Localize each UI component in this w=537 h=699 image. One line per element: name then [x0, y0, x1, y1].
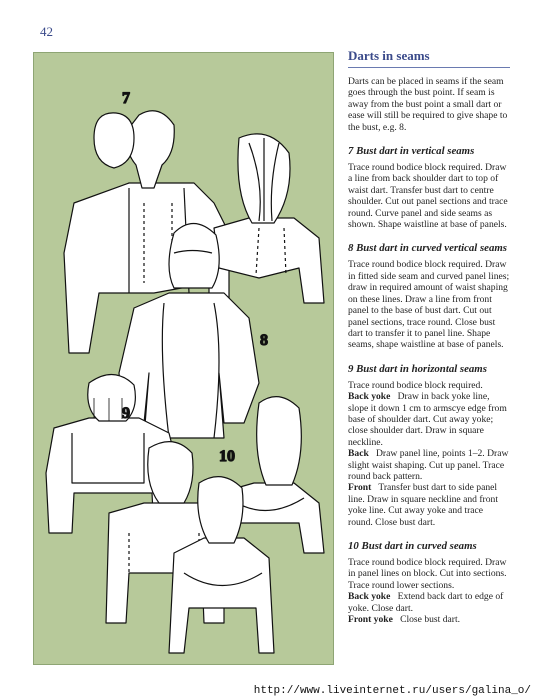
heading-9: 9 Bust dart in horizontal seams: [348, 362, 487, 375]
kw-front-yoke: Front yoke: [348, 614, 393, 626]
body-9-back-yoke: Draw in back yoke line, slope it down 1 cm to armscye edge from base of shoulder dart. Cut away yoke; close shoulder dart. Draw in square neckline.: [348, 391, 507, 448]
body-10-back-yoke: Extend back dart to edge of yoke. Close dart.: [348, 591, 504, 614]
body-9-front: Transfer bust dart to side panel line. Draw in square neckline and front yoke line. Cut away yoke and trace round. Close bust dart.: [348, 482, 498, 528]
heading-7: 7 Bust dart in vertical seams: [348, 145, 475, 158]
body-10-intro: Trace round bodice block required. Draw in panel lines on block. Cut into sections. Trace round lower sections.: [348, 557, 507, 591]
heading-10: 10 Bust dart in curved seams: [348, 540, 477, 552]
page-number: 42: [40, 24, 53, 39]
illustration-panel: [33, 52, 334, 665]
garment-illustrations: [34, 53, 334, 665]
body-10: [348, 557, 510, 625]
section-title: Darts in seams: [348, 48, 430, 63]
body-10-front-yoke: Close bust dart.: [400, 614, 461, 626]
footer-url[interactable]: http://www.liveinternet.ru/users/galina_o/: [253, 685, 531, 697]
body-9-intro: Trace round bodice block required.: [348, 379, 483, 391]
kw-back: Back: [348, 448, 369, 460]
kw-back-yoke: Back yoke: [348, 391, 391, 403]
figure-label-7: 7: [122, 90, 130, 107]
text-column: [348, 48, 510, 631]
body-8: Trace round bodice block required. Draw in fitted side seam and curved panel lines; draw in required amount of waist shaping on these lines. Draw a line from front panel to the base of bust dart. Cut out panel sections, trace round. Close bust dart to transfer it to panel line. Shape seams, shape waistline at base of panels.: [348, 259, 510, 351]
section-intro: Darts can be placed in seams if the seam goes through the bust point. If seam is away from the bust point a small dart or ease will still be required to give shape to the bust, e.g. 8.: [348, 76, 508, 133]
heading-8: 8 Bust dart in curved vertical seams: [348, 242, 507, 255]
figure-label-8: 8: [260, 332, 268, 349]
body-7: Trace round bodice block required. Draw a line from back shoulder dart to top of waist dart. Transfer bust dart to centre shoulder. Cut out panel sections and trace round. Curve panel and side seams as shown. Shape waistline at base of panels.: [348, 162, 508, 231]
figure-label-10: 10: [219, 448, 235, 465]
figure-8-bodice: [214, 134, 324, 303]
body-9-back: Draw panel line, points 1–2. Draw slight waist shaping. Cut up panel. Trace round back pattern.: [348, 448, 509, 482]
figure-label-9: 9: [122, 405, 130, 422]
body-9: [348, 380, 510, 528]
kw-front: Front: [348, 482, 372, 494]
kw-back-yoke-10: Back yoke: [348, 591, 391, 603]
title-rule: [348, 67, 510, 68]
